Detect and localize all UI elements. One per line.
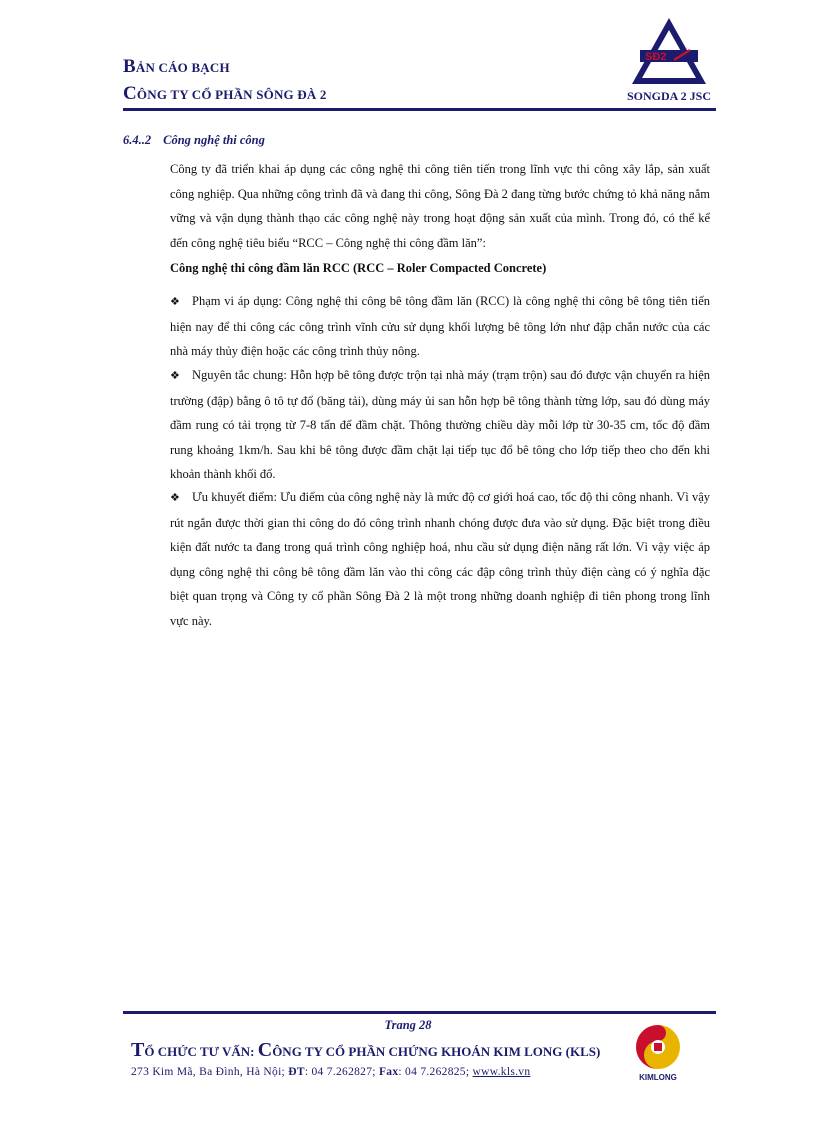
- website-link[interactable]: www.kls.vn: [472, 1066, 531, 1078]
- diamond-bullet-icon: ❖: [170, 296, 180, 308]
- logo-text: SĐ2: [645, 51, 667, 63]
- document-title: BẢN CÁO BẠCH: [123, 56, 230, 77]
- advisor-line: TỔ CHỨC TƯ VẤN: CÔNG TY CỔ PHẦN CHỨNG KHOÁN KIM LONG (KLS): [131, 1039, 601, 1061]
- diamond-bullet-icon: ❖: [170, 370, 180, 382]
- rcc-subheading: Công nghệ thi công đầm lăn RCC (RCC – Roler Compacted Concrete): [170, 261, 547, 275]
- intro-paragraph: Công ty đã triển khai áp dụng các công nghệ thi công tiên tiến trong lĩnh vực thi công xây lắp, sản xuất công nghiệp. Qua những công trình đã và đang thi công, Sông Đà 2 đang từng bước chứng tỏ khả năng nắm vững và vận dụng thành thạo các công nghệ này trong hoạt động sản xuất của mình. Trong đó, có thể kể đến công nghệ tiêu biểu “RCC – Công nghệ thi công đầm lăn”:: [170, 162, 710, 250]
- songda-logo: [630, 16, 708, 86]
- section-heading: 6.4..2 Công nghệ thi công: [123, 133, 265, 147]
- diamond-bullet-icon: ❖: [170, 492, 180, 504]
- logo-text: KIMLONG: [639, 1073, 677, 1082]
- header-rule: [123, 108, 716, 111]
- advisor-contact: 273 Kim Mã, Ba Đình, Hà Nội; ĐT: 04 7.262827; Fax: 04 7.262825; www.kls.vn: [131, 1066, 531, 1078]
- kimlong-logo: [627, 1021, 689, 1083]
- bullet-text: ❖ Phạm vi áp dụng: Công nghệ thi công bê tông đầm lăn (RCC) là công nghệ thi công bê tông tiên tiến hiện nay để thi công các công trình vĩnh cửu sử dụng khối lượng bê tông lớn như đập chắn nước của các nhà máy thủy điện hoặc các công trình thủy nông.: [170, 289, 710, 364]
- bullet-text: ❖ Ưu khuyết điểm: Ưu điểm của công nghệ này là mức độ cơ giới hoá cao, tốc độ thi công nhanh. Vì vậy rút ngắn được thời gian thi công do đó công trình nhanh chóng được đưa vào sử dụng. Đặc biệt trong điều kiện đất nước ta đang trong quá trình công nghiệp hoá, nhu cầu sử dụng điện năng rất lớn. Vì vậy việc áp dụng công nghệ thi công bê tông đầm lăn vào thi công các đập công trình thủy điện càng có ý nghĩa đặc biệt quan trọng và Công ty cổ phần Sông Đà 2 là một trong những doanh nghiệp đi tiên phong trong lĩnh vực này.: [170, 485, 710, 634]
- company-short-name: SONGDA 2 JSC: [626, 89, 711, 103]
- footer-rule: [123, 1011, 716, 1014]
- company-name: CÔNG TY CỔ PHẦN SÔNG ĐÀ 2: [123, 83, 327, 104]
- bullet-text: ❖ Nguyên tắc chung: Hỗn hợp bê tông được trộn tại nhà máy (trạm trộn) sau đó được vận chuyển ra hiện trường (đập) bằng ô tô tự đổ (băng tải), dùng máy ủi san hỗn hợp bê tông thành từng lớp, sau đó dùng máy đầm rung có tải trọng từ 7-8 tấn để đầm chặt. Thông thường chiều dày mỗi lớp từ 30-35 cm, tốc độ đầm rung khoảng 1km/h. Sau khi bê tông được đầm chặt lại tiếp tục đổ bê tông cho lớp tiếp theo cho đến khi khoản thành khối đổ.: [170, 363, 710, 487]
- page-number: Trang 28: [384, 1018, 432, 1032]
